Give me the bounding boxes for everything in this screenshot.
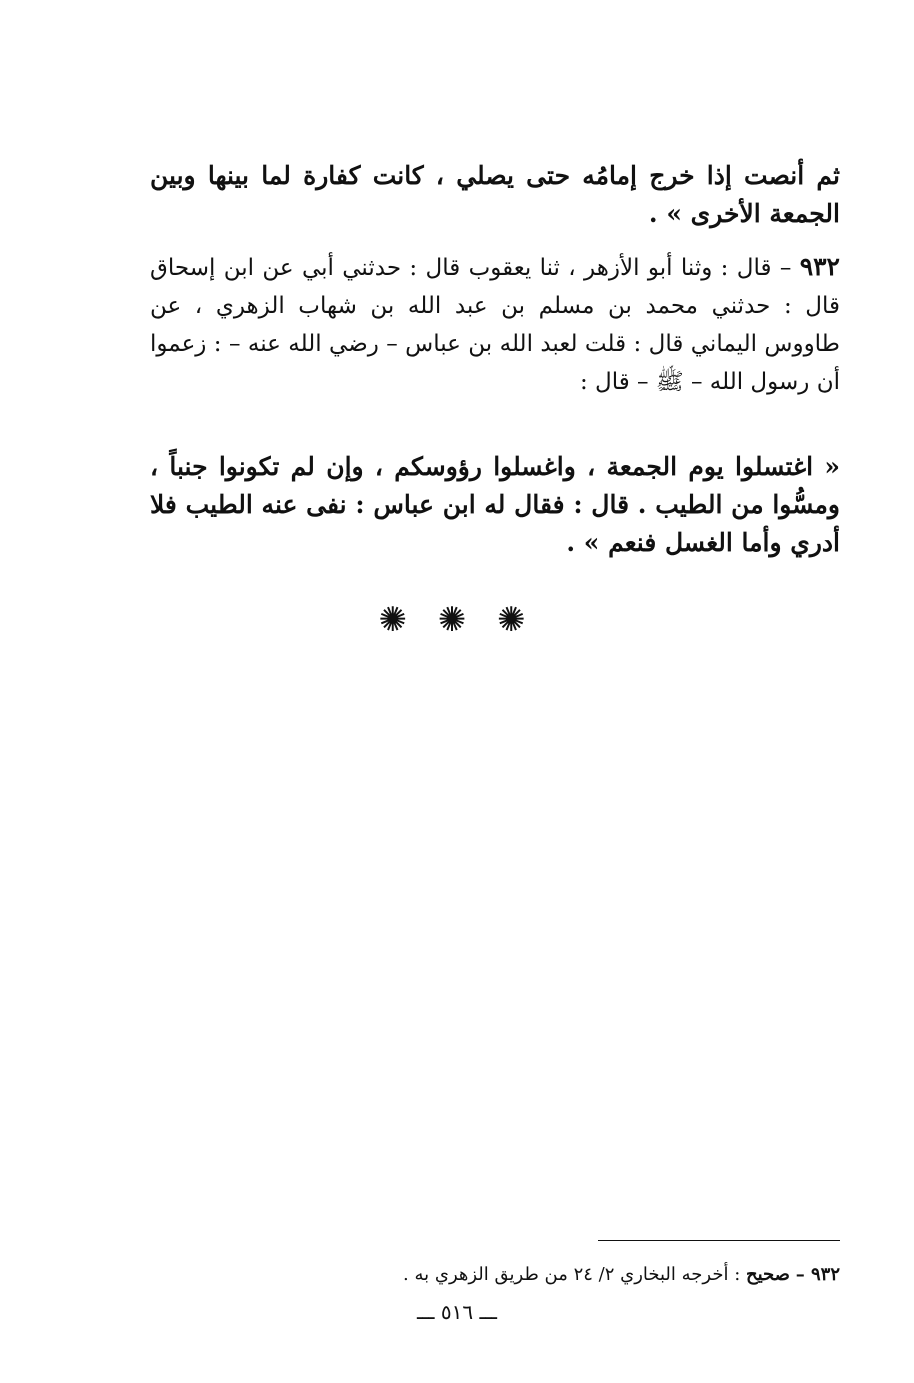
paragraph-hadith-931-end: ثم أنصت إذا خرج إمامُه حتى يصلي ، كانت كفارة لما بينها وبين الجمعة الأخرى » . <box>150 161 840 228</box>
isnad-text: – قال : وثنا أبو الأزهر ، ثنا يعقوب قال : حدثني أبي عن ابن إسحاق قال : حدثني محمد بن مسلم بن عبد الله بن شهاب الزهري ، عن طاووس اليماني قال : قلت لعبد الله بن عباس – رضي الله عنه – : زعموا أن رسول الله – ﷺ – قال : <box>150 255 840 395</box>
hadith-number: ٩٣٢ <box>799 252 840 281</box>
section-separator: ✺ ✺ ✺ <box>378 600 536 640</box>
footnote-grade: صحيح <box>746 1264 790 1285</box>
footnote <box>150 1262 840 1288</box>
page-number: ـــ ٥١٦ ـــ <box>416 1300 498 1324</box>
footnote-number: ٩٣٢ – <box>795 1264 840 1285</box>
footnote-text: : أخرجه البخاري ٢/ ٢٤ من طريق الزهري به . <box>403 1264 741 1285</box>
paragraph-hadith-932-matn: « اغتسلوا يوم الجمعة ، واغسلوا رؤوسكم ، وإن لم تكونوا جنباً ، ومسُّوا من الطيب . قال : فقال له ابن عباس : نفى عنه الطيب فلا أدري وأما الغسل فنعم » . <box>150 452 840 557</box>
paragraph-hadith-932-isnad <box>150 248 840 401</box>
footnote-divider <box>598 1240 840 1241</box>
